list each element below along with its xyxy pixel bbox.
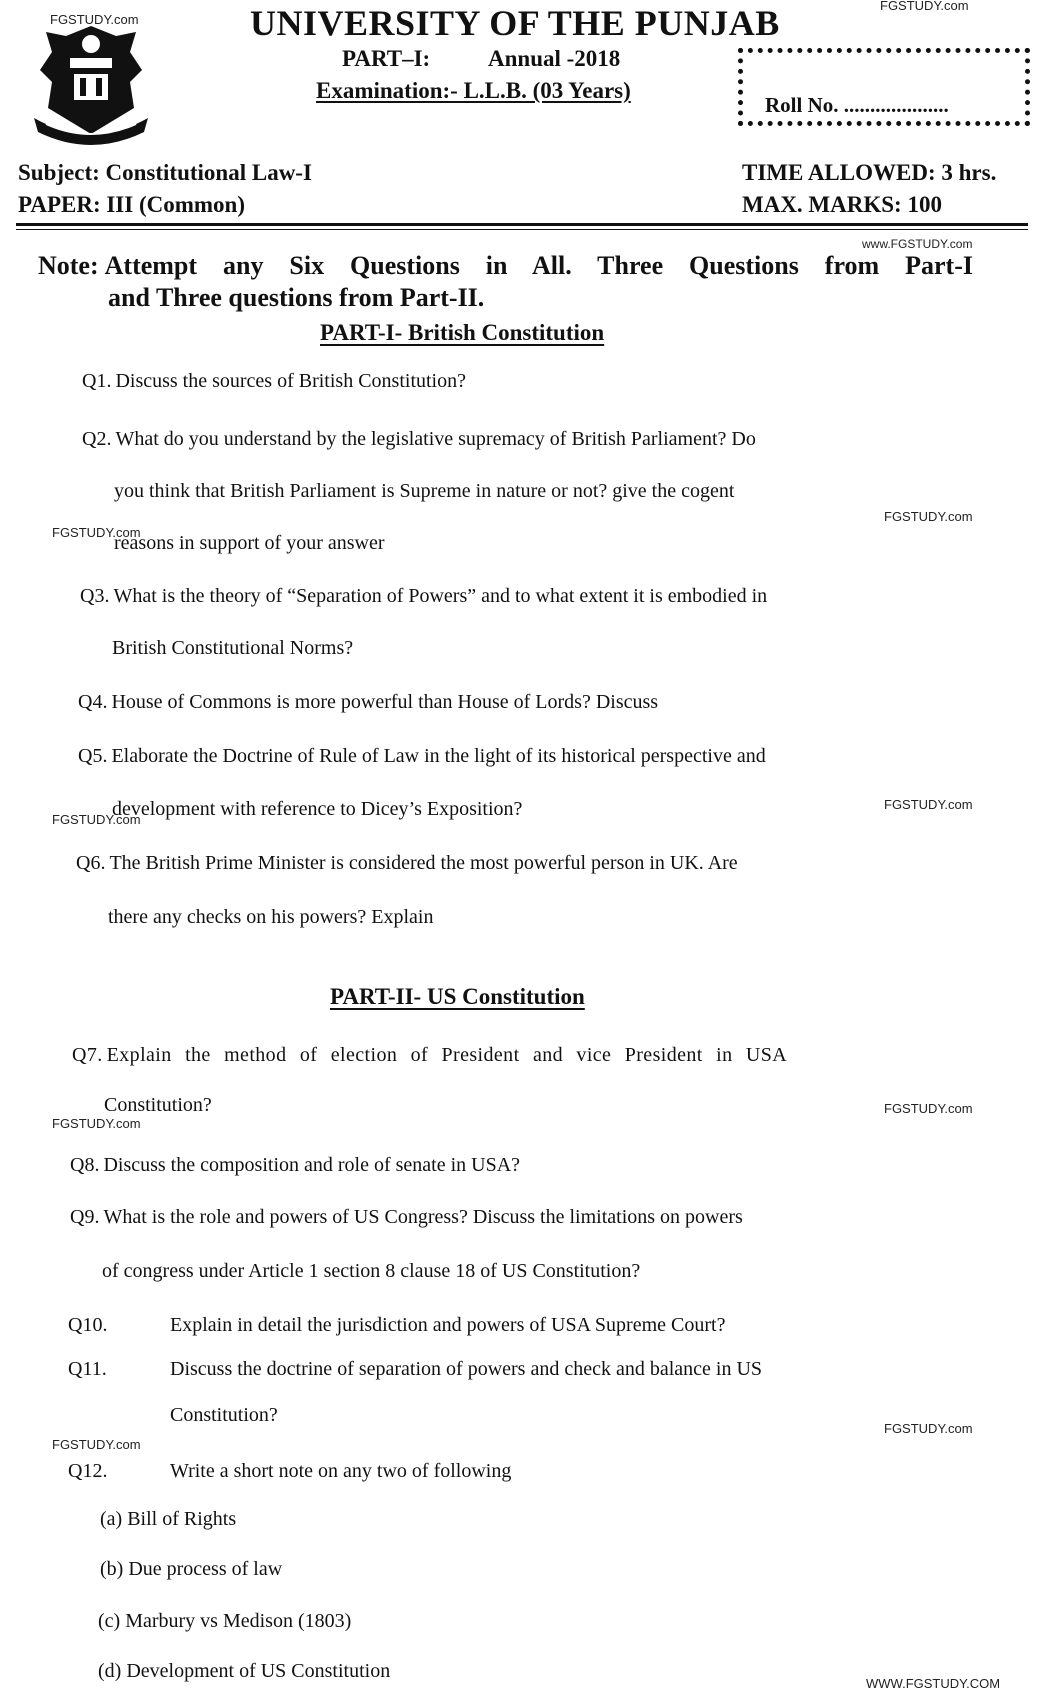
question-text: What is the role and powers of US Congress? Discuss the limitations on powers [103,1206,743,1228]
watermark: FGSTUDY.com [884,1421,973,1436]
watermark: FGSTUDY.com [880,0,969,13]
question-text-continued: you think that British Parliament is Supreme in nature or not? give the cogent [114,480,735,502]
watermark: WWW.FGSTUDY.COM [866,1676,1001,1691]
watermark: FGSTUDY.com [52,1437,141,1452]
question-text-continued: Constitution? [104,1094,212,1116]
question-q1 [82,370,466,393]
roll-number-label: Roll No. .................... [765,93,949,117]
university-crest-icon [26,22,156,148]
question-q12 [68,1460,511,1483]
question-number: Q1. [82,370,112,392]
question-text: Write a short note on any two of following [170,1460,512,1482]
sub-item-b: (b) Due process of law [100,1558,283,1580]
part2-title: PART-II- US Constitution [330,984,585,1009]
sub-item-c: (c) Marbury vs Medison (1803) [98,1610,352,1632]
note-label: Note: [38,251,99,280]
watermark: FGSTUDY.com [52,1116,141,1131]
header-divider [16,223,1028,226]
question-number: Q5. [78,745,108,767]
question-q5 [78,745,766,768]
note-text-continued: and Three questions from Part-II. [108,283,485,312]
question-q6 [76,852,738,875]
question-q10 [68,1314,725,1337]
question-text: What is the theory of “Separation of Powers” and to what extent it is embodied in [113,585,768,607]
question-number: Q10. [68,1314,108,1336]
question-number: Q2. [82,428,112,450]
question-text: Explain in detail the jurisdiction and powers of USA Supreme Court? [170,1314,726,1336]
sub-item-a: (a) Bill of Rights [100,1508,237,1530]
question-text: Discuss the composition and role of senate in USA? [103,1154,521,1176]
note-text: Attempt any Six Questions in All. Three Questions from Part-I [104,251,973,280]
question-q7 [72,1044,787,1067]
part-label: PART–I: [342,46,431,71]
question-text: What do you understand by the legislative supremacy of British Parliament? Do [115,428,756,450]
question-text-continued: of congress under Article 1 section 8 clause 18 of US Constitution? [102,1260,641,1282]
question-number: Q6. [76,852,106,874]
question-text: Explain the method of election of President and vice President in USA [106,1044,788,1066]
question-q2 [82,428,756,451]
watermark: FGSTUDY.com [50,12,139,27]
question-text-continued: there any checks on his powers? Explain [108,906,434,928]
part1-title: PART-I- British Constitution [320,320,605,345]
question-q11 [68,1358,762,1381]
question-number: Q8. [70,1154,100,1176]
question-number: Q7. [72,1044,103,1066]
question-text: The British Prime Minister is considered the most powerful person in UK. Are [109,852,738,874]
watermark: www.FGSTUDY.com [862,237,973,251]
paper-label: PAPER: III (Common) [18,192,246,217]
roll-number-box [738,48,1030,126]
question-number: Q4. [78,691,108,713]
question-number: Q9. [70,1206,100,1228]
question-q3 [80,585,767,608]
question-text: Discuss the sources of British Constitution? [115,370,466,392]
header-divider [16,229,1028,230]
watermark: FGSTUDY.com [884,509,973,524]
watermark: FGSTUDY.com [884,797,973,812]
max-marks-label: MAX. MARKS: 100 [742,192,942,217]
question-text: House of Commons is more powerful than House of Lords? Discuss [111,691,659,713]
question-text-continued: development with reference to Dicey’s Exposition? [112,798,523,820]
question-q8 [70,1154,520,1177]
subject-label: Subject: Constitutional Law-I [18,160,312,185]
question-number: Q3. [80,585,110,607]
question-text-continued: Constitution? [170,1404,278,1426]
examination-label: Examination:- L.L.B. (03 Years) [316,78,631,103]
question-number: Q11. [68,1358,107,1380]
watermark: FGSTUDY.com [52,525,141,540]
question-q9 [70,1206,743,1229]
time-allowed-label: TIME ALLOWED: 3 hrs. [742,160,997,185]
question-text: Discuss the doctrine of separation of powers and check and balance in US [170,1358,763,1380]
university-title: UNIVERSITY OF THE PUNJAB [250,3,780,43]
session-label: Annual -2018 [488,46,621,71]
watermark: FGSTUDY.com [884,1101,973,1116]
question-text-continued: reasons in support of your answer [114,532,385,554]
watermark: FGSTUDY.com [52,812,141,827]
sub-item-d: (d) Development of US Constitution [98,1660,391,1682]
question-text: Elaborate the Doctrine of Rule of Law in the light of its historical perspective and [111,745,766,767]
question-number: Q12. [68,1460,108,1482]
instructions-note [38,250,973,314]
question-q4 [78,691,658,714]
question-text-continued: British Constitutional Norms? [112,637,354,659]
